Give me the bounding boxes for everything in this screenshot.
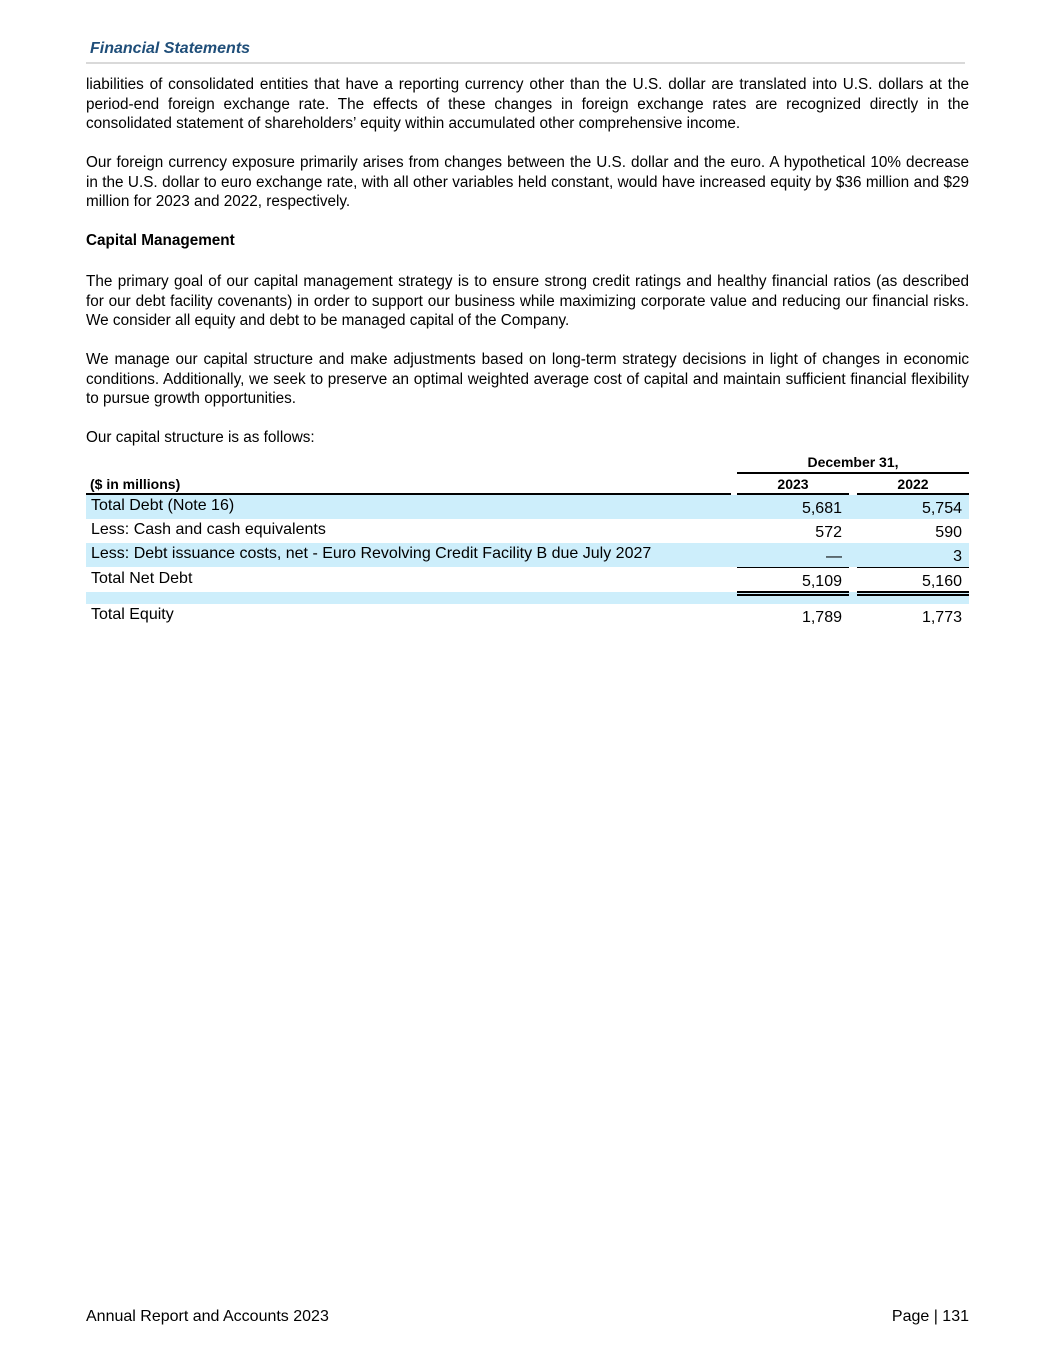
table-intro-text: Our capital structure is as follows: — [86, 429, 315, 446]
period-header: December 31, — [807, 454, 899, 470]
value-2023: 5,109 — [801, 573, 842, 590]
unit-header: ($ in millions) — [90, 476, 181, 492]
value-2023: 5,681 — [801, 500, 842, 517]
value-2022: 1,773 — [921, 609, 962, 626]
total-double-rule-2022 — [857, 591, 969, 596]
value-2023: 572 — [815, 524, 842, 541]
value-2023: 1,789 — [801, 609, 842, 626]
value-2023: — — [826, 548, 842, 565]
table-row-total-net-debt — [86, 568, 969, 592]
table-row-debt-issuance-costs — [86, 543, 969, 567]
table-row-total-debt — [86, 495, 969, 519]
row-label: Total Debt (Note 16) — [91, 497, 235, 514]
period-header-rule — [737, 472, 969, 474]
header-divider — [86, 62, 965, 64]
paragraph-fx-translation: liabilities of consolidated entities that have a reporting currency other than the U.S. dollar are translated into U.S. dollars at the period-end foreign exchange rate. The effects of these changes in foreign exchange rates are recognized directly in the consolidated statement of shareholders’ equity within accumulated other comprehensive income. — [86, 76, 969, 133]
paragraph-capital-goal: The primary goal of our capital management strategy is to ensure strong credit ratings and healthy financial ratios (as described for our debt facility covenants) in order to support our business while maximizing corporate value and reducing our financial risks. We consider all equity and debt to be managed capital of the Company. — [86, 273, 969, 330]
paragraph-currency-exposure: Our foreign currency exposure primarily arises from changes between the U.S. dollar and the euro. A hypothetical 10% decrease in the U.S. dollar to euro exchange rate, with all other variables held constant, would have increased equity by $36 million and $29 million for 2023 and 2022, respectively. — [86, 154, 969, 211]
section-header-title: Financial Statements — [90, 40, 251, 57]
row-label: Total Equity — [91, 606, 174, 623]
row-label: Less: Cash and cash equivalents — [91, 521, 326, 538]
capital-management-heading: Capital Management — [86, 232, 235, 249]
value-2022: 3 — [953, 548, 962, 565]
year-header-2023: 2023 — [777, 476, 809, 492]
row-label: Total Net Debt — [91, 570, 193, 587]
value-2022: 5,160 — [921, 573, 962, 590]
total-double-rule-2023 — [737, 591, 849, 596]
year-header-2022: 2022 — [897, 476, 929, 492]
value-2022: 590 — [935, 524, 962, 541]
table-row-total-equity — [86, 604, 969, 628]
table-row-cash — [86, 519, 969, 543]
row-label: Less: Debt issuance costs, net - Euro Revolving Credit Facility B due July 2027 — [91, 545, 652, 562]
paragraph-capital-structure: We manage our capital structure and make adjustments based on long-term strategy decisions in light of changes in economic conditions. Additionally, we seek to preserve an optimal weighted average cost of capital and maintain sufficient financial flexibility to pursue growth opportunities. — [86, 351, 969, 408]
value-2022: 5,754 — [921, 500, 962, 517]
footer-report-title: Annual Report and Accounts 2023 — [86, 1308, 329, 1325]
footer-page-number: Page | 131 — [891, 1308, 969, 1325]
